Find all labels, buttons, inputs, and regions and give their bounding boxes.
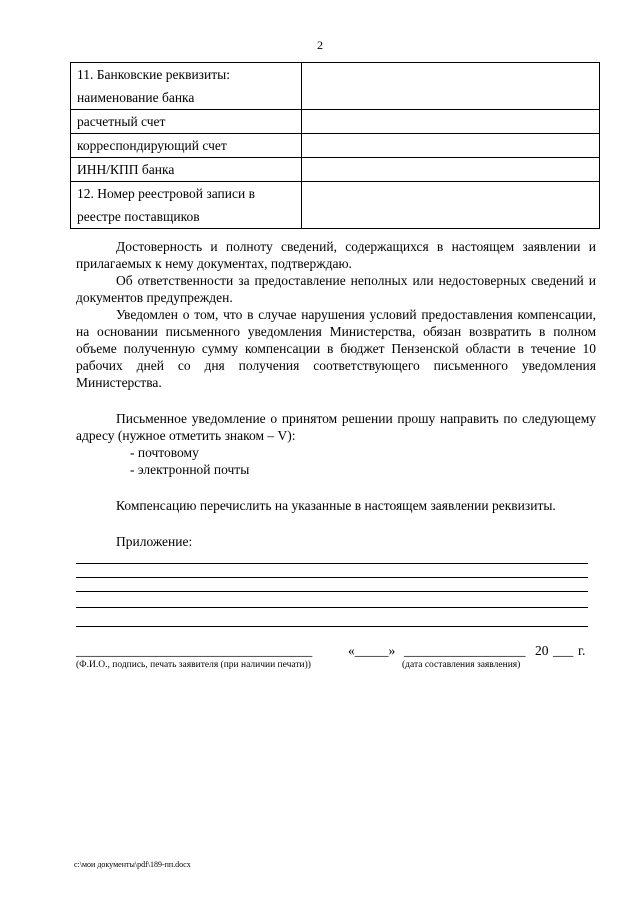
table-row — [71, 134, 600, 158]
table-cell-label: 11. Банковские реквизиты: наименование банка — [71, 63, 302, 110]
file-path-footer: c:\мои документы\pdf\189-пп.docx — [74, 860, 191, 869]
fio-signature-blank[interactable]: ___________________________________ — [76, 643, 313, 658]
appendix-line[interactable] — [76, 607, 588, 608]
option-email[interactable]: - электронной почты — [130, 462, 250, 477]
paragraph-responsibility: Об ответственности за предоставление неполных или недостоверных сведений и документов предупрежден. — [76, 273, 596, 305]
table-row — [71, 63, 600, 110]
account-value-cell[interactable] — [302, 110, 600, 134]
page-number: 2 — [317, 38, 323, 52]
bank-details-table — [70, 62, 600, 229]
paragraph-authenticity: Достоверность и полноту сведений, содержащихся в настоящем заявлении и прилагаемых к нему документах, подтверждаю. — [76, 239, 596, 271]
table-row — [71, 182, 600, 229]
paragraph-transfer: Компенсацию перечислить на указанные в настоящем заявлении реквизиты. — [116, 498, 556, 513]
appendix-line[interactable] — [76, 577, 588, 578]
paragraph-notification: Уведомлен о том, что в случае нарушения условий предоставления компенсации, на основании письменного уведомления Министерства, обязан возвратить в полном объеме полученную сумму компенсации в бюджет Пензенской области в течение 10 рабочих дней со дня получения соответствующего письменного уведомления Министерства. — [76, 307, 596, 390]
option-postal[interactable]: - почтовому — [130, 445, 199, 460]
table-cell-label: ИНН/КПП банка — [71, 158, 302, 182]
appendix-line[interactable] — [76, 563, 588, 564]
year-suffix: г. — [578, 643, 586, 658]
appendix-label: Приложение: — [116, 534, 193, 549]
inn-kpp-value-cell[interactable] — [302, 158, 600, 182]
year-prefix: 20 — [535, 643, 549, 658]
year-blank[interactable]: ___ — [553, 643, 574, 658]
table-row — [71, 110, 600, 134]
paragraph-delivery-request: Письменное уведомление о принятом решении прошу направить по следующему адресу (нужное отметить знаком – V): — [76, 411, 596, 443]
table-cell-label: расчетный счет — [71, 110, 302, 134]
appendix-line[interactable] — [76, 591, 588, 592]
table-row — [71, 158, 600, 182]
bank-name-value-cell[interactable] — [302, 63, 600, 110]
declaration-body — [76, 238, 596, 550]
corr-account-value-cell[interactable] — [302, 134, 600, 158]
date-day-blank[interactable]: «_____» — [348, 643, 396, 658]
registry-record-value-cell[interactable] — [302, 182, 600, 229]
table-cell-label: 12. Номер реестровой записи в реестре поставщиков — [71, 182, 302, 229]
date-month-blank[interactable]: __________________ — [404, 643, 526, 658]
date-caption: (дата составления заявления) — [402, 660, 521, 670]
appendix-line[interactable] — [76, 626, 588, 627]
table-cell-label: корреспондирующий счет — [71, 134, 302, 158]
fio-caption: (Ф.И.О., подпись, печать заявителя (при наличии печати)) — [76, 660, 311, 670]
